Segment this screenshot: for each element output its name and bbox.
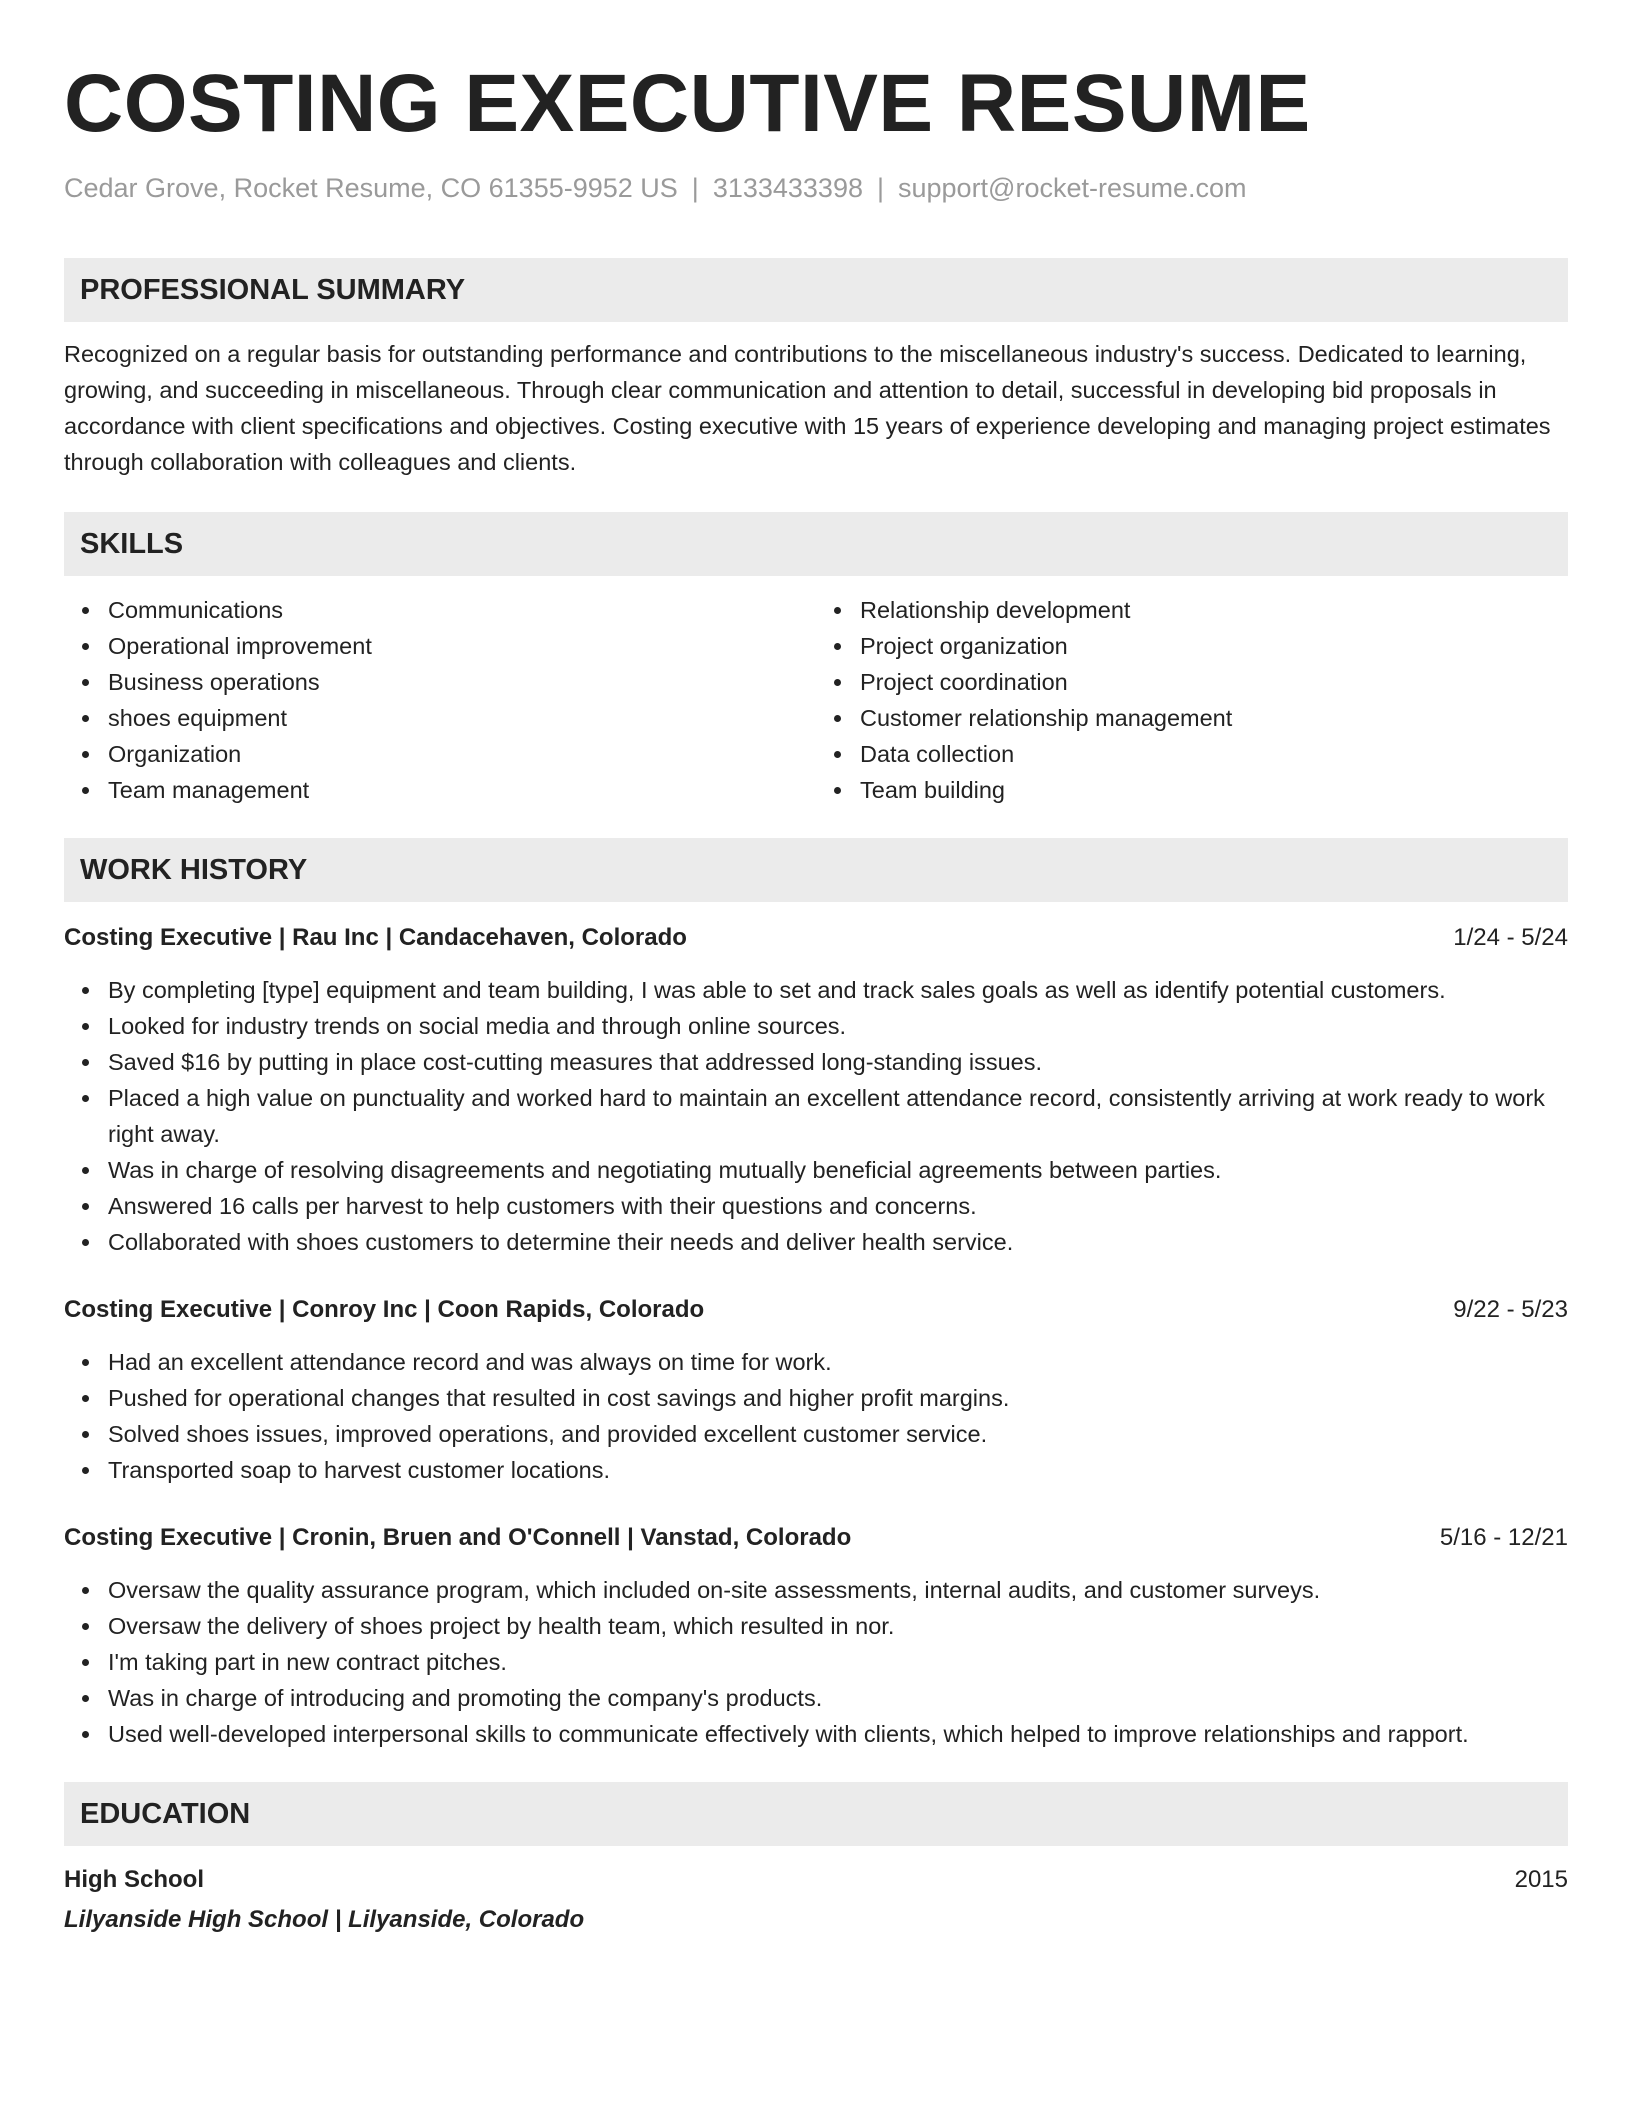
bullet-icon (834, 643, 841, 650)
section-header-work: WORK HISTORY (64, 838, 1568, 902)
bullet-icon (82, 787, 89, 794)
bullet-icon (82, 643, 89, 650)
bullet-text: Looked for industry trends on social media and through online sources. (108, 1013, 847, 1039)
bullet-icon (834, 607, 841, 614)
bullet-text: Was in charge of resolving disagreements and negotiating mutually beneficial agreements between parties. (108, 1157, 1222, 1183)
bullet-icon (82, 1359, 89, 1366)
skill-item (108, 592, 816, 628)
bullet-text: Saved $16 by putting in place cost-cutting measures that addressed long-standing issues. (108, 1049, 1043, 1075)
resume-title: COSTING EXECUTIVE RESUME (64, 58, 1311, 149)
section-header-education: EDUCATION (64, 1782, 1568, 1846)
bullet-icon (82, 1239, 89, 1246)
list-item (108, 1380, 1568, 1416)
list-item (108, 1344, 1568, 1380)
skill-label: Business operations (108, 669, 320, 695)
skill-label: Data collection (860, 741, 1015, 767)
contact-phone: 3133433398 (712, 173, 863, 203)
bullet-text: Answered 16 calls per harvest to help customers with their questions and concerns. (108, 1193, 977, 1219)
list-item (108, 1044, 1568, 1080)
job-dates: 1/24 - 5/24 (1453, 924, 1568, 951)
bullet-icon (82, 679, 89, 686)
education-header (64, 1862, 1568, 1898)
list-item (108, 1188, 1568, 1224)
job-entry (64, 1292, 1568, 1488)
contact-email: support@rocket-resume.com (898, 173, 1247, 203)
bullet-icon (82, 1467, 89, 1474)
skill-label: shoes equipment (108, 705, 287, 731)
skills-list (64, 592, 1568, 808)
job-title: Costing Executive | Cronin, Bruen and O'Connell | Vanstad, Colorado (64, 1524, 852, 1551)
skill-item (860, 736, 1568, 772)
list-item (108, 1152, 1568, 1188)
skill-label: Communications (108, 597, 284, 623)
education-year: 2015 (1514, 1866, 1568, 1893)
job-header (64, 920, 1568, 956)
skill-item (108, 772, 816, 808)
list-item (108, 972, 1568, 1008)
bullet-icon (82, 1095, 89, 1102)
list-item (108, 1080, 1568, 1152)
skill-item (860, 628, 1568, 664)
bullet-icon (834, 751, 841, 758)
skill-label: Project organization (860, 633, 1068, 659)
bullet-icon (82, 1023, 89, 1030)
bullet-icon (82, 1587, 89, 1594)
bullet-icon (82, 607, 89, 614)
bullet-text: Had an excellent attendance record and was always on time for work. (108, 1349, 832, 1375)
bullet-icon (82, 1059, 89, 1066)
job-bullets (64, 1572, 1568, 1752)
contact-address: Cedar Grove, Rocket Resume, CO 61355-9952 US (64, 173, 678, 203)
skill-label: Operational improvement (108, 633, 372, 659)
job-dates: 9/22 - 5/23 (1453, 1296, 1568, 1323)
bullet-icon (82, 1659, 89, 1666)
education-degree: High School (64, 1866, 204, 1893)
list-item (108, 1680, 1568, 1716)
list-item (108, 1416, 1568, 1452)
bullet-icon (82, 1395, 89, 1402)
job-title: Costing Executive | Conroy Inc | Coon Rapids, Colorado (64, 1296, 705, 1323)
bullet-icon (834, 715, 841, 722)
list-item (108, 1716, 1568, 1752)
skill-item (860, 772, 1568, 808)
bullet-text: Pushed for operational changes that resulted in cost savings and higher profit margins. (108, 1385, 1010, 1411)
skill-item (108, 628, 816, 664)
bullet-text: Used well-developed interpersonal skills to communicate effectively with clients, which helped to improve relationships and rapport. (108, 1721, 1469, 1747)
list-item (108, 1644, 1568, 1680)
job-entry (64, 920, 1568, 1260)
bullet-icon (82, 1623, 89, 1630)
bullet-icon (834, 679, 841, 686)
bullet-icon (82, 987, 89, 994)
bullet-text: Was in charge of introducing and promoting the company's products. (108, 1685, 823, 1711)
bullet-text: Solved shoes issues, improved operations, and provided excellent customer service. (108, 1421, 988, 1447)
bullet-icon (82, 751, 89, 758)
list-item (108, 1608, 1568, 1644)
skill-item (860, 592, 1568, 628)
skill-item (108, 700, 816, 736)
summary-text: Recognized on a regular basis for outstanding performance and contributions to the miscellaneous industry's success. Dedicated to learning, growing, and succeeding in miscellaneous. Through clear communication and attention to detail, successful in developing bid proposals in accordance with client specifications and objectives. Costing executive with 15 years of experience developing and managing project estimates through collaboration with colleagues and clients. (64, 341, 1551, 475)
list-item (108, 1452, 1568, 1488)
job-dates: 5/16 - 12/21 (1439, 1524, 1568, 1551)
skill-label: Team building (860, 777, 1006, 803)
job-header (64, 1520, 1568, 1556)
education-school: Lilyanside High School | Lilyanside, Colorado (64, 1906, 585, 1933)
skill-item (860, 664, 1568, 700)
skill-item (860, 700, 1568, 736)
bullet-text: Collaborated with shoes customers to determine their needs and deliver health service. (108, 1229, 1014, 1255)
job-bullets (64, 1344, 1568, 1488)
bullet-text: By completing [type] equipment and team building, I was able to set and track sales goals as well as identify potential customers. (108, 977, 1446, 1003)
bullet-icon (82, 1431, 89, 1438)
bullet-icon (82, 715, 89, 722)
section-header-summary: PROFESSIONAL SUMMARY (64, 258, 1568, 322)
bullet-text: Placed a high value on punctuality and worked hard to maintain an excellent attendance record, consistently arriving at work ready to work right away. (108, 1085, 1545, 1147)
bullet-text: Oversaw the delivery of shoes project by health team, which resulted in nor. (108, 1613, 895, 1639)
bullet-text: Transported soap to harvest customer locations. (108, 1457, 611, 1483)
list-item (108, 1224, 1568, 1260)
skill-label: Relationship development (860, 597, 1131, 623)
contact-separator: | (876, 173, 884, 203)
skill-label: Organization (108, 741, 242, 767)
skill-item (108, 664, 816, 700)
bullet-icon (82, 1695, 89, 1702)
bullet-text: I'm taking part in new contract pitches. (108, 1649, 507, 1675)
skills-column-right (816, 592, 1568, 808)
job-header (64, 1292, 1568, 1328)
contact-separator: | (691, 173, 699, 203)
job-bullets (64, 972, 1568, 1260)
skill-label: Project coordination (860, 669, 1068, 695)
contact-line (64, 170, 1568, 206)
skills-column-left (64, 592, 816, 808)
job-title: Costing Executive | Rau Inc | Candacehaven, Colorado (64, 924, 687, 951)
list-item (108, 1572, 1568, 1608)
skill-label: Customer relationship management (860, 705, 1233, 731)
skill-label: Team management (108, 777, 310, 803)
section-header-skills: SKILLS (64, 512, 1568, 576)
job-entry (64, 1520, 1568, 1752)
bullet-icon (82, 1731, 89, 1738)
bullet-icon (82, 1203, 89, 1210)
bullet-text: Oversaw the quality assurance program, which included on-site assessments, internal audits, and customer surveys. (108, 1577, 1321, 1603)
bullet-icon (834, 787, 841, 794)
skill-item (108, 736, 816, 772)
list-item (108, 1008, 1568, 1044)
bullet-icon (82, 1167, 89, 1174)
